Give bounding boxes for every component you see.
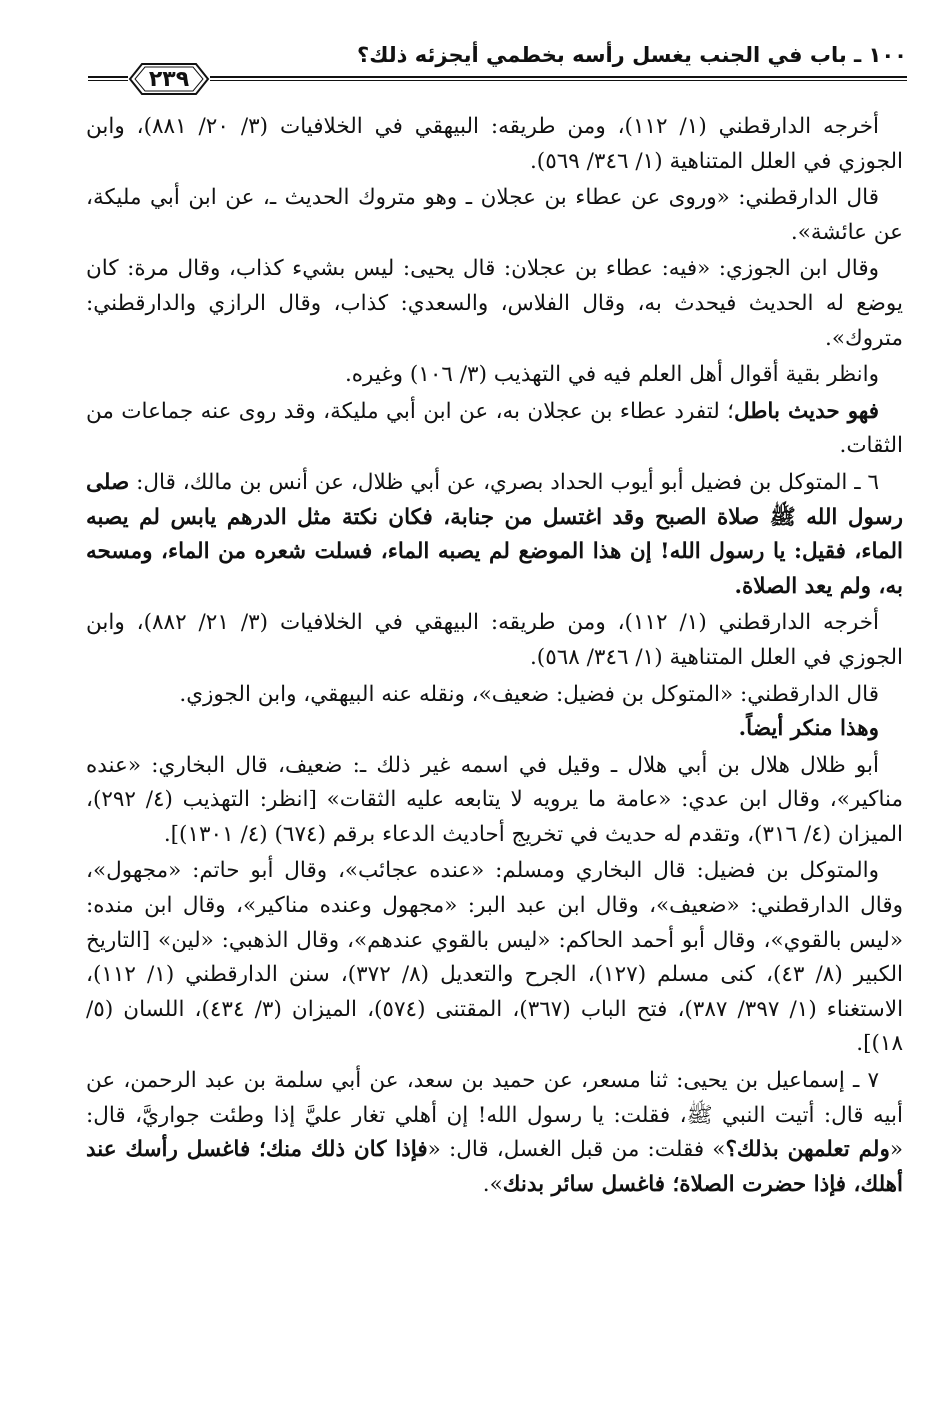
paragraph-verdict xyxy=(86,395,903,464)
hadith-7-end: ». xyxy=(482,1171,503,1197)
paragraph-daraqutni-2: قال الدارقطني: «المتوكل بن فضيل: ضعيف»، ونقله عنه البيهقي، وابن الجوزي. xyxy=(179,681,879,707)
hadith-6-matn: صلى رسول الله ﷺ صلاة الصبح وقد اغتسل من جنابة، فكان نكتة مثل الدرهم يابس لم يصبه الماء، فقيل: يا رسول الله! إن هذا الموضع لم يصبه الماء، فسلت شعره من الماء، ومسحه به، ولم يعد الصلاة. xyxy=(86,469,903,599)
verdict-text: ؛ لتفرد عطاء بن عجلان به، عن ابن أبي مليكة، وقد روى عنه جماعات من الثقات. xyxy=(86,398,903,459)
paragraph-ibn-jawzi-quote: وقال ابن الجوزي: «فيه: عطاء بن عجلان: قال يحيى: ليس بشيء كذاب، وقال مرة: كان يوضع له الحديث فيحدث به، وقال الفلاس، والسعدي: كذاب، وقال الرازي والدارقطني: متروك». xyxy=(86,256,903,351)
page-number-badge xyxy=(128,62,210,96)
paragraph-verdict-2: وهذا منكر أيضاً. xyxy=(738,716,879,742)
hadith-7-matn-1: ولم تعلمهن بذلك؟ xyxy=(725,1137,890,1163)
page-number: ٢٣٩ xyxy=(148,66,190,92)
chapter-title: ١٠٠ ـ باب في الجنب يغسل رأسه بخطمي أيجزئه ذلك؟ xyxy=(357,43,907,67)
paragraph-hadith-7 xyxy=(86,1064,903,1202)
paragraph-daraqutni-quote: قال الدارقطني: «وروى عن عطاء بن عجلان ـ وهو متروك الحديث ـ، عن ابن أبي مليكة، عن عائشة». xyxy=(86,185,903,245)
hadith-6-isnad: ٦ ـ المتوكل بن فضيل أبو أيوب الحداد بصري، عن أبي ظلال، عن أنس بن مالك، قال: xyxy=(129,469,879,495)
paragraph-see-also: وانظر بقية أقوال أهل العلم فيه في التهذيب (٣/ ١٠٦) وغيره. xyxy=(344,362,879,388)
page-body xyxy=(86,110,903,1202)
header-rule-thin xyxy=(88,80,907,81)
paragraph-hadith-6 xyxy=(86,466,903,604)
paragraph-abu-zilal: أبو ظلال هلال بن أبي هلال ـ وقيل في اسمه غير ذلك ـ: ضعيف، قال البخاري: «عنده مناكير»، وقال ابن عدي: «عامة ما يرويه لا يتابعه عليه الثقات» [انظر: التهذيب (٤/ ٢٩٢)، الميزان (٤/ ٣١٦)، وتقدم له حديث في تخريج أحاديث الدعاء برقم (٦٧٤) (٤/ ١٣٠١)]. xyxy=(86,752,904,847)
hadith-7-isnad: ٧ ـ إسماعيل بن يحيى: ثنا مسعر، عن حميد بن سعد، عن أبي سلمة بن عبد الرحمن، عن أبيه قال: أتيت النبي ﷺ، فقلت: يا رسول الله! إن أهلي تغار عليَّ إذا وطئت جواريَّ، قال: « xyxy=(86,1068,903,1163)
verdict-bold: فهو حديث باطل xyxy=(734,398,879,424)
paragraph-takhrij-1: أخرجه الدارقطني (١/ ١١٢)، ومن طريقه: البيهقي في الخلافيات (٣/ ٢٠/ ٨٨١)، وابن الجوزي في العلل المتناهية (١/ ٣٤٦/ ٥٦٩). xyxy=(86,114,903,174)
paragraph-mutawakkil: والمتوكل بن فضيل: قال البخاري ومسلم: «عنده عجائب»، وقال أبو حاتم: «مجهول»، وقال الدارقطني: «ضعيف»، وقال ابن عبد البر: «مجهول وعنده مناكير»، وقال ابن منده: «ليس بالقوي»، وقال أبو أحمد الحاكم: «ليس بالقوي عندهم»، وقال الذهبي: «لين» [التاريخ الكبير (٨/ ٤٣)، كنى مسلم (١٢٧)، الجرح والتعديل (٨/ ٣٧٢)، سنن الدارقطني (١/ ١١٢)، الاستغناء (١/ ٣٩٧/ ٣٨٧)، فتح الباب (٣٦٧)، المقتنى (٥٧٤)، الميزان (٣/ ٤٣٤)، اللسان (٥/ ١٨)]. xyxy=(86,858,904,1057)
paragraph-takhrij-2: أخرجه الدارقطني (١/ ١١٢)، ومن طريقه: البيهقي في الخلافيات (٣/ ٢١/ ٨٨٢)، وابن الجوزي في العلل المتناهية (١/ ٣٤٦/ ٥٦٨). xyxy=(86,610,903,670)
hadith-7-matn-2: فإذا كان ذلك منك؛ فاغسل رأسك عند أهلك، فإذا حضرت الصلاة؛ فاغسل سائر بدنك xyxy=(86,1137,903,1197)
hadith-7-mid: » فقلت: من قبل الغسل، قال: « xyxy=(427,1137,726,1163)
header-rule xyxy=(88,76,907,78)
